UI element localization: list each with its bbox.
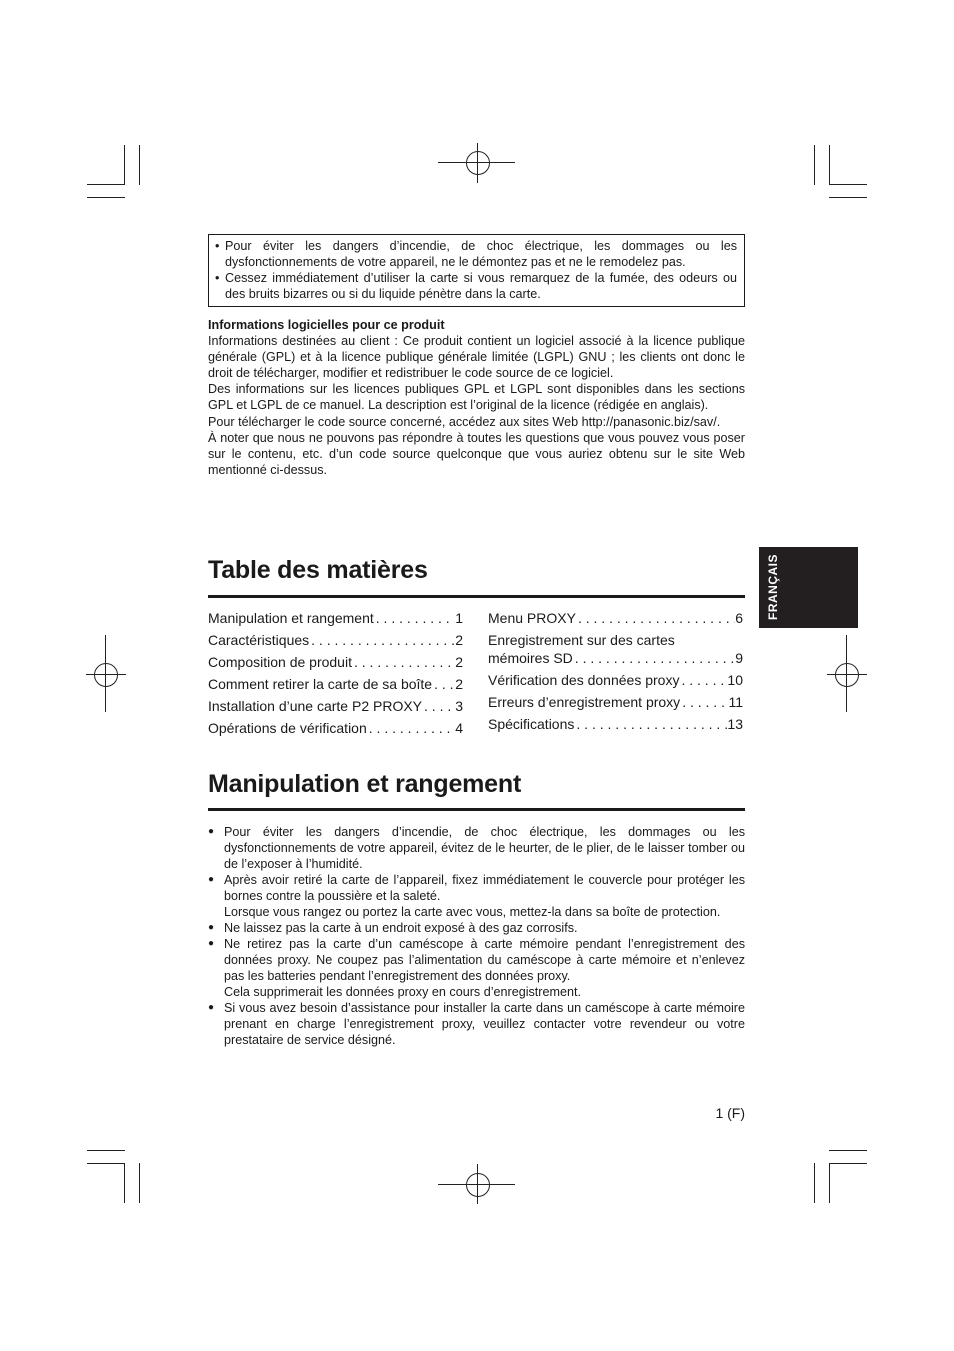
software-info-paragraph: Informations destinées au client : Ce produit contient un logiciel associé à la licence publique générale (GPL) et à la licence publique générale limitée (LGPL) GNU ; les clients ont donc le droit de télécharger, modifier et redistribuer le code source de ce logiciel. [208, 334, 745, 381]
toc-entry[interactable]: Installation d’une carte P2 PROXY . . . 3 [208, 695, 463, 717]
crop-mark [87, 1163, 125, 1164]
title-rule [208, 595, 745, 598]
crop-mark [139, 1163, 140, 1203]
language-tab-label: FRANÇAIS [766, 554, 780, 620]
crop-mark [829, 1163, 867, 1164]
handling-list [208, 824, 745, 1048]
list-item: ● Pour éviter les dangers d’incendie, de choc électrique, les dommages ou les dysfonctionnements de votre appareil, évitez de le heurter, de le plier, de le laisser tomber ou de l’exposer à l’humidité. [208, 825, 745, 871]
software-info-paragraph: Des informations sur les licences publiques GPL et LGPL sont disponibles dans les sections GPL et LGPL de ce manuel. La description est l’original de la licence (rédigée en anglais). [208, 382, 745, 413]
crop-mark [829, 145, 830, 185]
crop-mark [814, 145, 815, 185]
handling-title: Manipulation et rangement [208, 770, 522, 798]
toc-entry[interactable]: Opérations de vérification . . . 4 [208, 717, 463, 739]
language-tab [759, 547, 858, 628]
software-info [208, 317, 745, 478]
title-rule [208, 808, 745, 811]
crop-mark [139, 145, 140, 185]
crop-mark [87, 1150, 125, 1151]
list-item: ● Ne laissez pas la carte à un endroit exposé à des gaz corrosifs. [208, 921, 578, 935]
software-info-paragraph: À noter que nous ne pouvons pas répondre à toutes les questions que vous pouvez vous poser sur le contenu, etc. d’un code source quelconque que vous auriez obtenu sur le site Web mentionné ci-dessus. [208, 430, 745, 477]
toc-right-column [488, 607, 743, 735]
warning-item: • Cessez immédiatement d’utiliser la carte si vous remarquez de la fumée, des odeurs ou des bruits bizarres ou si du liquide pénètre dans la carte. [215, 271, 737, 301]
crop-mark [87, 184, 125, 185]
crop-mark [829, 197, 867, 198]
crop-mark [829, 184, 867, 185]
software-info-paragraph: Pour télécharger le code source concerné, accédez aux sites Web http://panasonic.biz/sav/. [208, 414, 721, 429]
page-number: 1 (F) [715, 1105, 745, 1121]
safety-warning-box [208, 234, 745, 307]
toc-entry[interactable]: Manipulation et rangement . . . 1 [208, 607, 463, 629]
list-item: ● Si vous avez besoin d’assistance pour installer la carte dans un caméscope à carte mémoire prenant en charge l’enregistrement proxy, veuillez contacter votre revendeur ou votre prestataire de service désigné. [208, 1001, 745, 1047]
toc-entry[interactable]: Enregistrement sur des cartes mémoires SD . . . 9 [488, 631, 743, 667]
warning-item: • Pour éviter les dangers d’incendie, de choc électrique, les dommages ou les dysfonctionnements de votre appareil, ne le démontez pas et ne le remodelez pas. [215, 239, 737, 269]
toc-entry[interactable]: Vérification des données proxy . . . 10 [488, 669, 743, 691]
crop-mark [124, 1163, 125, 1203]
toc-entry[interactable]: Comment retirer la carte de sa boîte . . . 2 [208, 673, 463, 695]
toc-entry[interactable]: Spécifications . . . 13 [488, 713, 743, 735]
toc-title: Table des matières [208, 556, 428, 584]
crop-mark [829, 1163, 830, 1203]
list-item: ● Après avoir retiré la carte de l’appareil, fixez immédiatement le couvercle pour protéger les bornes contre la poussière et la saleté. Lorsque vous rangez ou portez la carte avec vous, mettez-la dans sa boîte de protection. [208, 873, 745, 919]
list-item: ● Ne retirez pas la carte d’un caméscope à carte mémoire pendant l’enregistrement des données proxy. Ne coupez pas l’alimentation du caméscope à carte mémoire et n’enlevez pas les batteries pendant l’enregistrement des données proxy. Cela supprimerait les données proxy en cours d’enregistrement. [208, 937, 745, 999]
toc-entry[interactable]: Erreurs d’enregistrement proxy . . . 11 [488, 691, 743, 713]
crop-mark [124, 145, 125, 185]
software-info-heading: Informations logicielles pour ce produit [208, 318, 445, 332]
crop-mark [814, 1163, 815, 1203]
toc-entry[interactable]: Menu PROXY . . . 6 [488, 607, 743, 629]
toc-entry[interactable]: Caractéristiques . . . 2 [208, 629, 463, 651]
toc-entry[interactable]: Composition de produit . . . 2 [208, 651, 463, 673]
crop-mark [829, 1150, 867, 1151]
toc-left-column [208, 607, 463, 739]
crop-mark [87, 197, 125, 198]
